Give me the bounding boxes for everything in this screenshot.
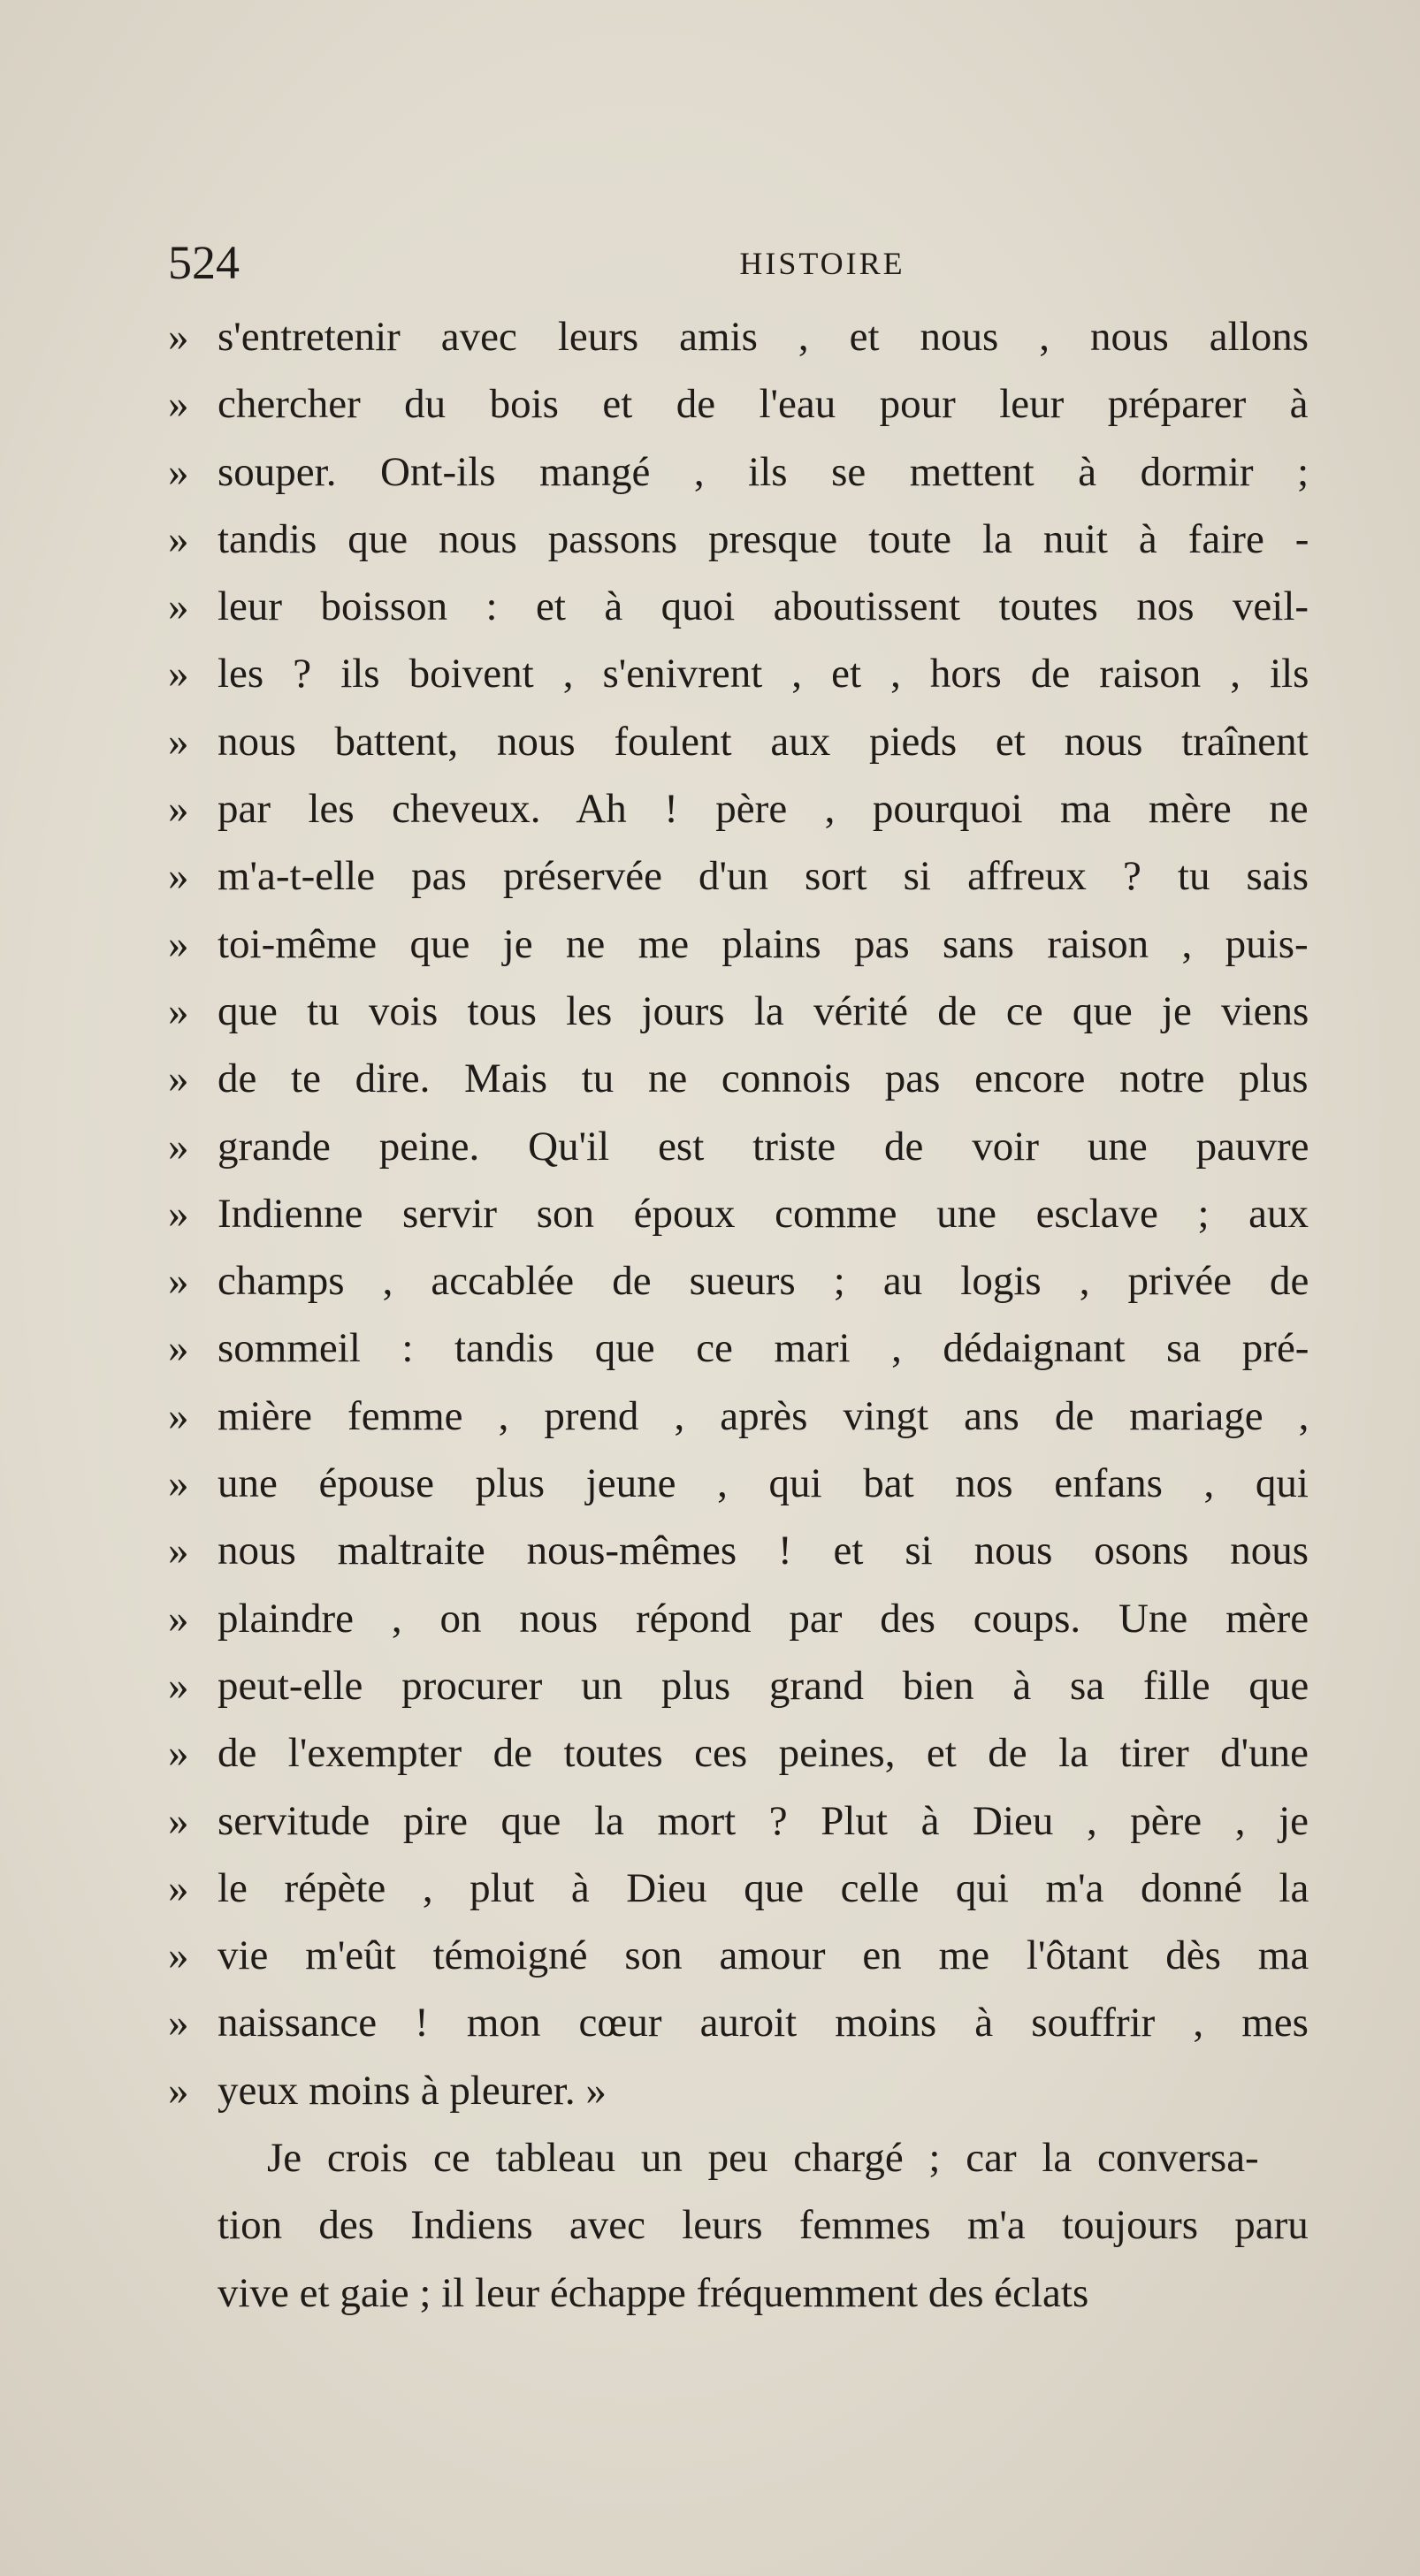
- quote-mark: »: [168, 1123, 189, 1170]
- body-text: [168, 303, 1309, 2327]
- quote-mark: »: [168, 1932, 189, 1979]
- text-line: [168, 573, 1309, 640]
- quote-mark: »: [168, 1528, 189, 1574]
- line-text: nous maltraite nous-mêmes ! et si nous osons nous: [218, 1528, 1309, 1574]
- text-line: [168, 1517, 1309, 1584]
- quote-mark: »: [168, 920, 189, 967]
- page-header: [168, 232, 1309, 293]
- line-text: les ? ils boivent , s'enivrent , et , hors de raison , ils: [218, 651, 1309, 697]
- line-text: chercher du bois et de l'eau pour leur préparer à: [218, 381, 1309, 428]
- text-line: [168, 1652, 1309, 1719]
- text-line: [168, 1719, 1309, 1787]
- quote-mark: »: [168, 1325, 189, 1372]
- quote-mark: »: [168, 718, 189, 765]
- text-line: [168, 1045, 1309, 1112]
- line-text: peut-elle procurer un plus grand bien à sa fille que: [218, 1662, 1309, 1709]
- text-line: [168, 1450, 1309, 1517]
- quote-mark: »: [168, 651, 189, 697]
- text-line: [168, 370, 1309, 438]
- quote-mark: »: [168, 1797, 189, 1844]
- line-text: Je crois ce tableau un peu chargé ; car la conversa-: [267, 2135, 1259, 2182]
- quote-mark: »: [168, 1190, 189, 1237]
- quote-mark: »: [168, 314, 189, 360]
- line-text: toi-même que je ne me plains pas sans raison , puis-: [218, 920, 1309, 967]
- text-line: [168, 842, 1309, 910]
- line-text: par les cheveux. Ah ! père , pourquoi ma mère ne: [218, 786, 1309, 833]
- text-line: [168, 2124, 1309, 2191]
- line-text: naissance ! mon cœur auroit moins à souffrir , mes: [218, 2000, 1309, 2046]
- text-line: [168, 708, 1309, 775]
- text-line: [168, 1585, 1309, 1652]
- quote-mark: »: [168, 1662, 189, 1709]
- text-line: [168, 1383, 1309, 1450]
- text-line: [168, 2191, 1309, 2259]
- line-text: nous battent, nous foulent aux pieds et nous traînent: [218, 718, 1309, 765]
- text-line: [168, 911, 1309, 978]
- line-text: une épouse plus jeune , qui bat nos enfans , qui: [218, 1460, 1309, 1507]
- text-line: [168, 1315, 1309, 1382]
- quote-mark: »: [168, 1595, 189, 1642]
- line-text: servitude pire que la mort ? Plut à Dieu , père , je: [218, 1797, 1309, 1844]
- text-line: [168, 1922, 1309, 1989]
- quote-mark: »: [168, 515, 189, 562]
- text-line: [168, 2260, 1309, 2327]
- text-line: [168, 1113, 1309, 1180]
- line-text: tion des Indiens avec leurs femmes m'a toujours paru: [218, 2202, 1309, 2249]
- quote-mark: »: [168, 2067, 189, 2114]
- running-title: HISTOIRE: [739, 246, 905, 281]
- line-text: tandis que nous passons presque toute la nuit à faire -: [218, 515, 1309, 562]
- line-text: vie m'eût témoigné son amour en me l'ôtant dès ma: [218, 1932, 1309, 1979]
- quote-mark: »: [168, 1056, 189, 1102]
- line-text: s'entretenir avec leurs amis , et nous , nous allons: [218, 314, 1309, 360]
- line-text: plaindre , on nous répond par des coups. Une mère: [218, 1595, 1309, 1642]
- quote-mark: »: [168, 786, 189, 833]
- text-line: [168, 1989, 1309, 2056]
- line-text: champs , accablée de sueurs ; au logis , privée de: [218, 1258, 1309, 1305]
- quote-mark: »: [168, 381, 189, 428]
- text-line: [168, 438, 1309, 506]
- quote-mark: »: [168, 853, 189, 900]
- quote-mark: »: [168, 1864, 189, 1911]
- line-text: yeux moins à pleurer. »: [218, 2067, 607, 2114]
- text-line: [168, 1855, 1309, 1922]
- text-line: [168, 2057, 1309, 2124]
- line-text: que tu vois tous les jours la vérité de ce que je viens: [218, 987, 1309, 1034]
- line-text: sommeil : tandis que ce mari , dédaignant sa pré-: [218, 1325, 1309, 1372]
- quote-mark: »: [168, 1730, 189, 1777]
- line-text: de l'exempter de toutes ces peines, et de la tirer d'une: [218, 1730, 1309, 1777]
- text-line: [168, 1787, 1309, 1855]
- line-text: de te dire. Mais tu ne connois pas encore notre plus: [218, 1056, 1309, 1102]
- text-line: [168, 1247, 1309, 1315]
- quote-mark: »: [168, 1460, 189, 1507]
- text-line: [168, 1180, 1309, 1247]
- text-line: [168, 303, 1309, 370]
- line-text: Indienne servir son époux comme une esclave ; aux: [218, 1190, 1309, 1237]
- quote-mark: »: [168, 2000, 189, 2046]
- text-line: [168, 978, 1309, 1045]
- line-text: souper. Ont-ils mangé , ils se mettent à dormir ;: [218, 448, 1309, 495]
- line-text: grande peine. Qu'il est triste de voir une pauvre: [218, 1123, 1309, 1170]
- text-line: [168, 775, 1309, 842]
- page-number: 524: [168, 236, 240, 289]
- text-line: [168, 640, 1309, 707]
- line-text: vive et gaie ; il leur échappe fréquemment des éclats: [218, 2269, 1089, 2316]
- line-text: leur boisson : et à quoi aboutissent toutes nos veil-: [218, 583, 1309, 630]
- line-text: le répète , plut à Dieu que celle qui m'a donné la: [218, 1864, 1309, 1911]
- quote-mark: »: [168, 583, 189, 630]
- quote-mark: »: [168, 1392, 189, 1439]
- quote-mark: »: [168, 987, 189, 1034]
- quote-mark: »: [168, 1258, 189, 1305]
- line-text: mière femme , prend , après vingt ans de mariage ,: [218, 1392, 1309, 1439]
- line-text: m'a-t-elle pas préservée d'un sort si affreux ? tu sais: [218, 853, 1309, 900]
- text-line: [168, 506, 1309, 573]
- quote-mark: »: [168, 448, 189, 495]
